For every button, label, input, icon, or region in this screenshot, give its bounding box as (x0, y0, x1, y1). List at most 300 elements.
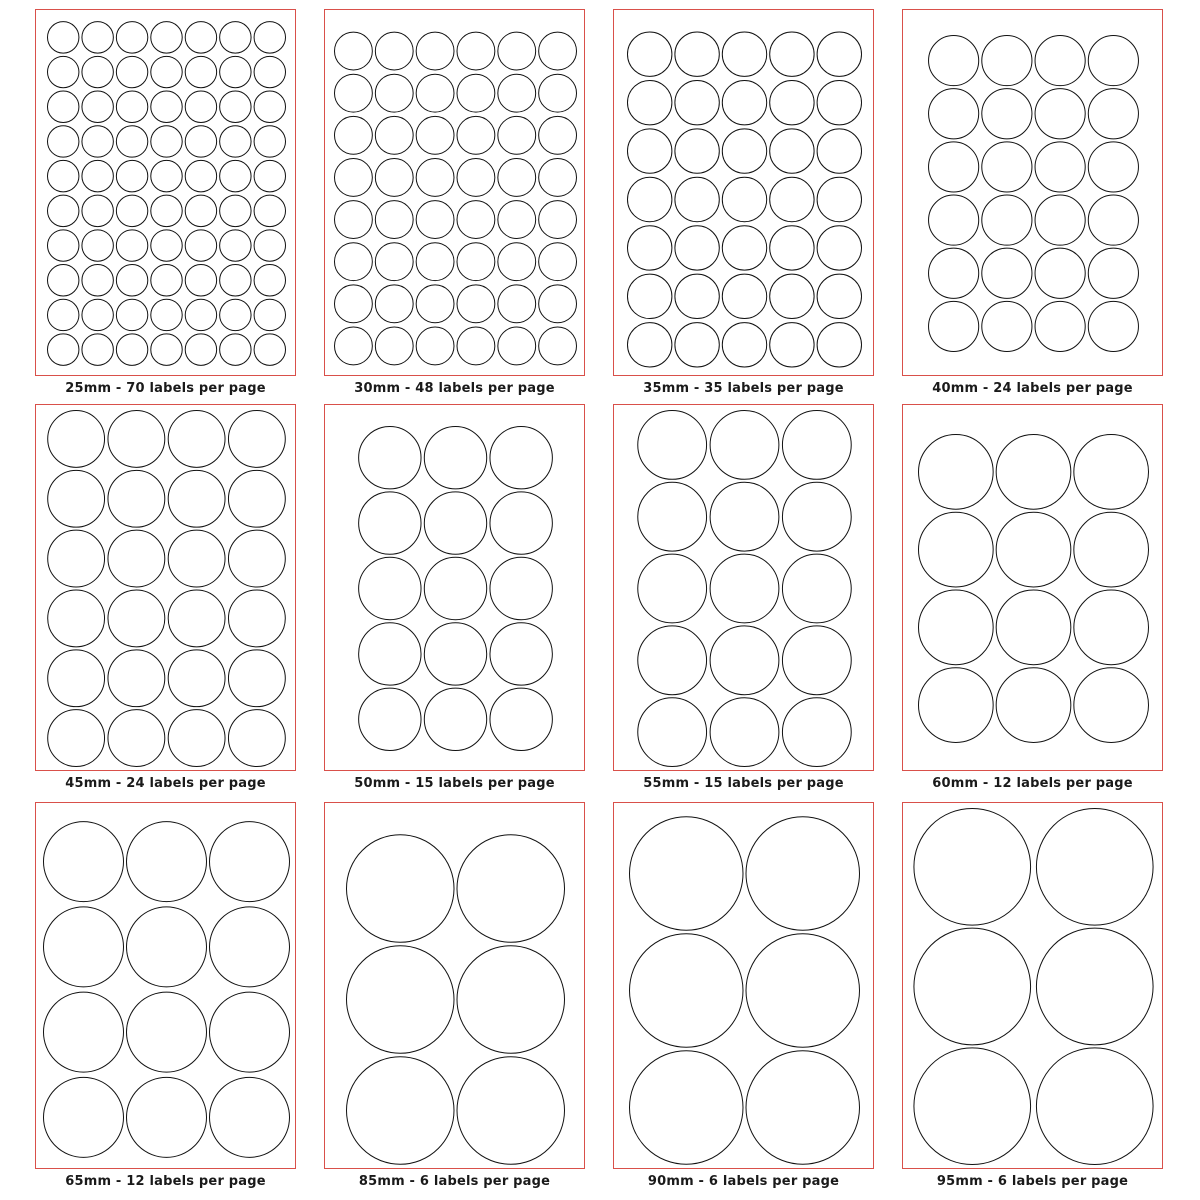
label-circle (770, 177, 814, 221)
label-circle (1088, 142, 1138, 192)
label-circle (44, 907, 124, 987)
label-circle (82, 160, 113, 191)
label-circle (675, 274, 719, 318)
label-circle (770, 32, 814, 76)
label-circle (628, 323, 672, 367)
label-circle (929, 142, 979, 192)
label-circle (1035, 142, 1085, 192)
sheet-caption: 35mm - 35 labels per page (643, 381, 844, 396)
label-circle (82, 22, 113, 53)
label-circle (498, 116, 536, 154)
label-circle (770, 226, 814, 270)
label-circle (82, 265, 113, 296)
label-circle (127, 1077, 207, 1157)
label-circle (220, 126, 251, 157)
label-circle (168, 650, 225, 707)
label-circle (48, 265, 79, 296)
label-circle (168, 411, 225, 468)
label-circle (44, 1077, 124, 1157)
label-circle (254, 265, 285, 296)
label-circle (48, 650, 105, 707)
label-circles (325, 10, 586, 377)
label-circle (48, 22, 79, 53)
label-circle (628, 177, 672, 221)
label-circle (375, 201, 413, 239)
label-circle (457, 946, 565, 1054)
label-circle (82, 91, 113, 122)
label-circles (325, 405, 586, 772)
label-sheet (324, 404, 585, 771)
label-circle (782, 482, 851, 551)
label-circle (228, 710, 285, 767)
label-circle (359, 492, 421, 554)
label-circle (335, 243, 373, 281)
label-circle (228, 530, 285, 587)
label-circle (498, 32, 536, 70)
label-circle (539, 116, 577, 154)
label-circle (457, 243, 495, 281)
label-circle (416, 74, 454, 112)
label-circle (48, 334, 79, 365)
label-circle (539, 159, 577, 197)
label-circle (628, 274, 672, 318)
label-circle (116, 22, 147, 53)
label-circle (48, 710, 105, 767)
label-circle (817, 226, 861, 270)
label-circle (335, 32, 373, 70)
label-circle (228, 470, 285, 527)
label-circle (116, 56, 147, 87)
label-circle (498, 159, 536, 197)
label-circle (675, 226, 719, 270)
label-sheet (35, 802, 296, 1169)
label-circle (335, 201, 373, 239)
label-circle (375, 159, 413, 197)
label-circle (185, 230, 216, 261)
label-circle (48, 91, 79, 122)
label-circle (628, 129, 672, 173)
label-circle (375, 327, 413, 365)
label-circle (48, 299, 79, 330)
label-circle (108, 650, 165, 707)
label-circle (498, 243, 536, 281)
label-circle (710, 482, 779, 551)
label-circle (638, 482, 707, 551)
sheet-caption: 60mm - 12 labels per page (932, 776, 1133, 791)
label-circle (347, 1057, 455, 1165)
sheet-caption: 90mm - 6 labels per page (647, 1174, 840, 1189)
sheet-caption: 45mm - 24 labels per page (65, 776, 266, 791)
label-circle (817, 129, 861, 173)
label-circle (375, 32, 413, 70)
label-circle (638, 554, 707, 623)
label-circle (44, 992, 124, 1072)
label-circles (903, 803, 1164, 1170)
label-circle (628, 226, 672, 270)
label-circle (675, 177, 719, 221)
label-circle (722, 32, 766, 76)
label-circle (929, 36, 979, 86)
label-sheet (35, 9, 296, 376)
label-circle (457, 159, 495, 197)
label-circle (457, 327, 495, 365)
label-circle (220, 91, 251, 122)
label-circle (746, 817, 860, 931)
label-circle (375, 74, 413, 112)
label-circle (490, 557, 552, 619)
label-circle (914, 928, 1031, 1045)
label-circle (210, 907, 290, 987)
label-circle (108, 590, 165, 647)
label-circle (48, 530, 105, 587)
label-circle (116, 299, 147, 330)
label-circle (710, 554, 779, 623)
label-circle (335, 116, 373, 154)
label-circle (151, 160, 182, 191)
label-circle (782, 626, 851, 695)
label-circle (1035, 195, 1085, 245)
label-circle (1036, 928, 1153, 1045)
label-circle (424, 623, 486, 685)
label-circle (457, 835, 565, 943)
label-circles (36, 405, 297, 772)
label-circle (220, 22, 251, 53)
label-circle (782, 554, 851, 623)
label-circle (335, 74, 373, 112)
label-circle (710, 411, 779, 480)
label-circle (457, 285, 495, 323)
label-circle (254, 334, 285, 365)
label-circles (903, 10, 1164, 377)
label-circle (116, 195, 147, 226)
label-circle (539, 201, 577, 239)
label-circle (1088, 248, 1138, 298)
label-circle (919, 512, 994, 587)
label-circles (614, 405, 875, 772)
label-circle (48, 230, 79, 261)
label-sheet (613, 9, 874, 376)
label-circle (168, 470, 225, 527)
label-circle (770, 80, 814, 124)
sheet-caption: 25mm - 70 labels per page (65, 381, 266, 396)
label-circle (1035, 248, 1085, 298)
sheet-caption: 65mm - 12 labels per page (65, 1174, 266, 1189)
label-circle (116, 91, 147, 122)
label-circle (220, 334, 251, 365)
label-circles (903, 405, 1164, 772)
label-circle (490, 623, 552, 685)
label-circle (48, 195, 79, 226)
label-circle (722, 323, 766, 367)
label-circle (675, 80, 719, 124)
label-circles (36, 803, 297, 1170)
label-circle (185, 22, 216, 53)
label-circles (614, 803, 875, 1170)
label-circle (424, 427, 486, 489)
label-circle (982, 36, 1032, 86)
label-circle (375, 116, 413, 154)
label-circle (722, 274, 766, 318)
label-circle (1088, 301, 1138, 351)
label-circle (168, 710, 225, 767)
label-circle (335, 159, 373, 197)
label-circle (359, 427, 421, 489)
label-circle (228, 411, 285, 468)
label-circle (185, 334, 216, 365)
sheet-caption: 95mm - 6 labels per page (936, 1174, 1129, 1189)
label-circle (210, 822, 290, 902)
label-circle (498, 74, 536, 112)
label-circle (424, 492, 486, 554)
label-circle (539, 243, 577, 281)
label-circle (151, 126, 182, 157)
label-circle (1074, 590, 1149, 665)
label-circle (48, 56, 79, 87)
sheet-caption: 50mm - 15 labels per page (354, 776, 555, 791)
label-circle (817, 274, 861, 318)
label-circle (1088, 36, 1138, 86)
label-circle (638, 411, 707, 480)
label-sheet (613, 404, 874, 771)
label-circle (817, 323, 861, 367)
label-circle (710, 626, 779, 695)
label-circle (770, 274, 814, 318)
label-circle (416, 327, 454, 365)
label-circle (996, 590, 1071, 665)
label-circle (722, 80, 766, 124)
label-circle (710, 698, 779, 767)
label-circle (996, 435, 1071, 510)
label-circle (490, 492, 552, 554)
label-circles (36, 10, 297, 377)
label-circle (982, 301, 1032, 351)
label-circle (498, 201, 536, 239)
label-circle (151, 91, 182, 122)
label-circle (416, 116, 454, 154)
label-circle (746, 934, 860, 1048)
label-circle (996, 668, 1071, 743)
label-circle (490, 427, 552, 489)
label-circle (416, 243, 454, 281)
label-circle (1036, 809, 1153, 926)
label-circle (919, 590, 994, 665)
label-circle (539, 285, 577, 323)
label-circle (220, 265, 251, 296)
label-circle (722, 129, 766, 173)
label-circle (108, 470, 165, 527)
label-sheet (902, 9, 1163, 376)
label-circle (185, 56, 216, 87)
label-circle (359, 557, 421, 619)
label-circle (254, 230, 285, 261)
label-circle (228, 590, 285, 647)
label-circle (82, 230, 113, 261)
label-circle (416, 159, 454, 197)
label-circle (151, 56, 182, 87)
label-circle (424, 688, 486, 750)
label-circle (1035, 36, 1085, 86)
label-circle (168, 530, 225, 587)
label-circle (457, 32, 495, 70)
label-circle (1074, 435, 1149, 510)
label-circle (82, 195, 113, 226)
label-circle (817, 177, 861, 221)
label-circle (151, 230, 182, 261)
label-circle (539, 74, 577, 112)
label-circle (630, 1051, 744, 1165)
label-circle (210, 992, 290, 1072)
label-circle (127, 822, 207, 902)
label-circle (914, 1048, 1031, 1165)
label-sheet (902, 404, 1163, 771)
label-circle (168, 590, 225, 647)
label-circle (457, 116, 495, 154)
label-circle (359, 623, 421, 685)
label-circle (628, 80, 672, 124)
label-circle (347, 946, 455, 1054)
label-circle (116, 126, 147, 157)
label-circle (770, 129, 814, 173)
sheet-caption: 85mm - 6 labels per page (358, 1174, 551, 1189)
label-circle (1074, 668, 1149, 743)
label-circle (127, 992, 207, 1072)
label-circle (782, 698, 851, 767)
label-circle (817, 32, 861, 76)
label-circle (675, 32, 719, 76)
label-circle (1035, 89, 1085, 139)
label-sheet (324, 9, 585, 376)
label-circle (151, 22, 182, 53)
label-circle (185, 126, 216, 157)
label-circle (746, 1051, 860, 1165)
label-circle (116, 160, 147, 191)
label-circle (108, 530, 165, 587)
label-circle (982, 142, 1032, 192)
label-circle (638, 698, 707, 767)
label-circle (82, 126, 113, 157)
label-circle (1035, 301, 1085, 351)
label-circle (151, 265, 182, 296)
label-sheet (902, 802, 1163, 1169)
label-circle (48, 411, 105, 468)
label-circle (996, 512, 1071, 587)
label-circle (254, 56, 285, 87)
label-circle (982, 89, 1032, 139)
label-circle (254, 160, 285, 191)
label-circle (1088, 89, 1138, 139)
label-circle (254, 91, 285, 122)
sheet-caption: 30mm - 48 labels per page (354, 381, 555, 396)
label-circle (220, 160, 251, 191)
label-circle (929, 248, 979, 298)
label-circle (185, 160, 216, 191)
label-circle (375, 285, 413, 323)
label-circle (185, 195, 216, 226)
label-sheet (324, 802, 585, 1169)
label-circle (770, 323, 814, 367)
label-circle (82, 299, 113, 330)
label-circle (1036, 1048, 1153, 1165)
label-circle (116, 230, 147, 261)
label-circle (498, 285, 536, 323)
sheet-caption: 55mm - 15 labels per page (643, 776, 844, 791)
label-circles (325, 803, 586, 1170)
label-circle (630, 817, 744, 931)
label-circle (48, 126, 79, 157)
label-circle (498, 327, 536, 365)
label-circle (185, 299, 216, 330)
label-circle (782, 411, 851, 480)
label-circle (982, 195, 1032, 245)
label-circle (185, 91, 216, 122)
label-circle (220, 195, 251, 226)
label-circle (457, 74, 495, 112)
label-circle (151, 299, 182, 330)
label-circle (220, 56, 251, 87)
label-circle (108, 411, 165, 468)
label-circle (108, 710, 165, 767)
label-circle (929, 195, 979, 245)
label-circle (722, 177, 766, 221)
label-circle (416, 32, 454, 70)
label-circle (254, 299, 285, 330)
label-circle (1074, 512, 1149, 587)
label-circle (151, 195, 182, 226)
label-circle (335, 285, 373, 323)
label-circle (424, 557, 486, 619)
label-circle (628, 32, 672, 76)
label-circles (614, 10, 875, 377)
label-circle (116, 334, 147, 365)
label-circle (539, 32, 577, 70)
label-circle (151, 334, 182, 365)
label-circle (254, 126, 285, 157)
label-circle (359, 688, 421, 750)
label-circle (539, 327, 577, 365)
label-circle (919, 668, 994, 743)
label-circle (44, 822, 124, 902)
label-circle (929, 301, 979, 351)
sheet-caption: 40mm - 24 labels per page (932, 381, 1133, 396)
label-circle (457, 201, 495, 239)
label-circle (335, 327, 373, 365)
label-circle (254, 195, 285, 226)
label-circle (347, 835, 455, 943)
label-circle (220, 230, 251, 261)
label-circle (929, 89, 979, 139)
label-circle (982, 248, 1032, 298)
label-circle (638, 626, 707, 695)
label-circle (48, 160, 79, 191)
label-circle (127, 907, 207, 987)
label-circle (375, 243, 413, 281)
label-circle (457, 1057, 565, 1165)
label-circle (48, 470, 105, 527)
label-circle (675, 129, 719, 173)
label-circle (1088, 195, 1138, 245)
label-circle (210, 1077, 290, 1157)
label-circle (82, 56, 113, 87)
label-circle (228, 650, 285, 707)
label-circle (722, 226, 766, 270)
label-circle (675, 323, 719, 367)
label-circle (416, 285, 454, 323)
label-circle (82, 334, 113, 365)
label-circle (490, 688, 552, 750)
label-circle (817, 80, 861, 124)
label-circle (185, 265, 216, 296)
label-circle (914, 809, 1031, 926)
